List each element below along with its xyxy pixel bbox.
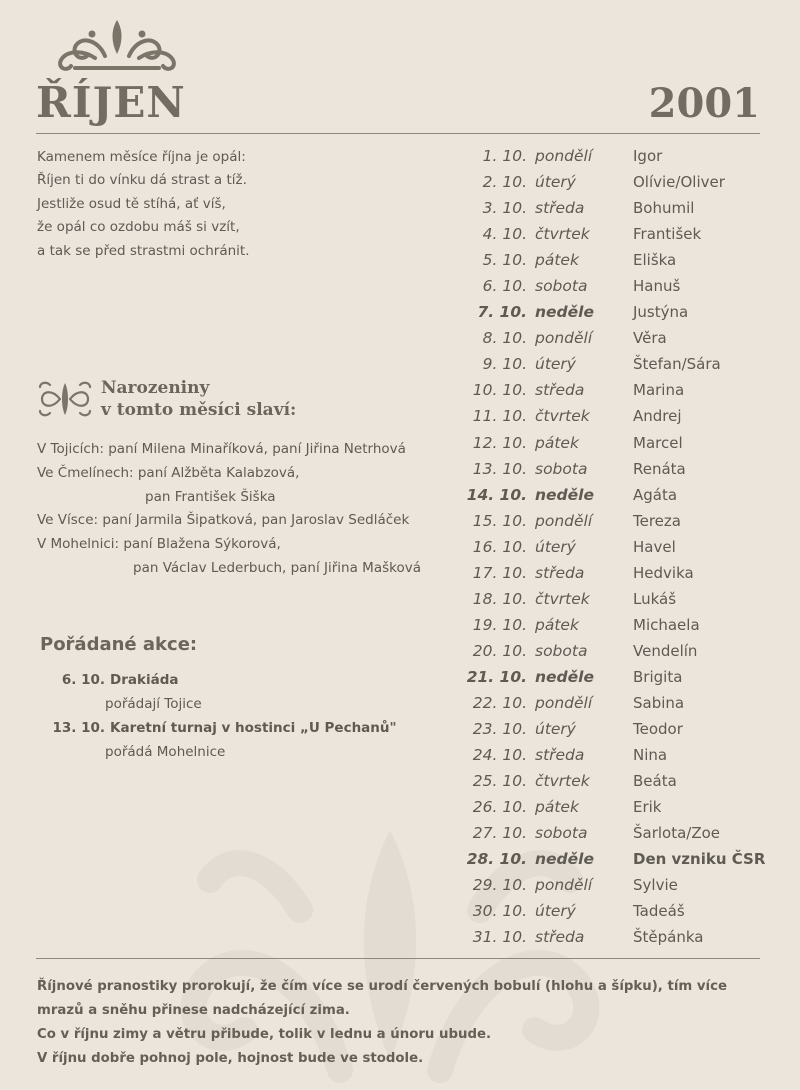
- calendar-nameday: Štěpánka: [633, 928, 704, 947]
- calendar-nameday: Hedvika: [633, 563, 694, 582]
- calendar-nameday: Věra: [633, 329, 667, 348]
- calendar-date: 27. 10.: [472, 824, 527, 843]
- poem-line: a tak se před strastmi ochránit.: [37, 242, 250, 259]
- calendar-nameday: Renáta: [633, 459, 686, 478]
- calendar-row: [460, 664, 780, 690]
- calendar-row: [460, 351, 780, 377]
- calendar-row: [460, 221, 780, 247]
- calendar-row: [460, 299, 780, 325]
- birthdays-heading: [101, 377, 296, 421]
- calendar-weekday: středa: [535, 199, 585, 218]
- calendar-weekday: středa: [535, 381, 585, 400]
- calendar-row: [460, 195, 780, 221]
- event-item: [40, 668, 397, 692]
- event-date: 6. 10.: [61, 672, 105, 688]
- calendar-date: 5. 10.: [482, 251, 527, 270]
- poem-line: Kamenem měsíce října je opál:: [37, 149, 246, 165]
- poem-line: Říjen ti do vínku dá strast a tíž.: [37, 172, 247, 189]
- calendar-nameday: Havel: [633, 537, 676, 556]
- calendar-row: [460, 820, 780, 846]
- calendar-nameday: Štefan/Sára: [633, 355, 721, 374]
- poem: [37, 146, 249, 263]
- calendar-date: 12. 10.: [472, 433, 527, 452]
- calendar-weekday: úterý: [535, 355, 576, 374]
- calendar-weekday: neděle: [535, 850, 594, 869]
- calendar-weekday: pátek: [535, 251, 579, 270]
- calendar-nameday: Den vzniku ČSR: [633, 850, 766, 869]
- calendar-weekday: úterý: [535, 173, 576, 192]
- calendar-nameday: Sylvie: [633, 876, 678, 895]
- calendar-weekday: sobota: [535, 824, 588, 843]
- calendar-row: [460, 560, 780, 586]
- calendar-nameday: Olívie/Oliver: [633, 173, 725, 192]
- calendar-weekday: čtvrtek: [535, 407, 590, 426]
- calendar-date: 2. 10.: [482, 173, 527, 192]
- calendar-weekday: neděle: [535, 667, 594, 686]
- calendar-nameday: Michaela: [633, 615, 700, 634]
- calendar-row: [460, 586, 780, 612]
- birthday-line: Ve Vísce: paní Jarmila Šipatková, pan Jaroslav Sedláček: [37, 512, 410, 529]
- birthday-line: V Mohelnici: paní Blažena Sýkorová,: [37, 536, 281, 553]
- month-title: ŘÍJEN: [36, 78, 186, 127]
- birthday-line: pan Václav Lederbuch, paní Jiřina Mašková: [133, 559, 421, 576]
- calendar-nameday: Šarlota/Zoe: [633, 824, 721, 843]
- calendar-date: 25. 10.: [472, 772, 527, 791]
- events-heading: Pořádané akce:: [40, 634, 198, 655]
- calendar-nameday: Marcel: [633, 433, 683, 452]
- calendar-weekday: sobota: [535, 459, 588, 478]
- calendar-date: 30. 10.: [472, 902, 527, 921]
- calendar-nameday: Marina: [633, 381, 685, 400]
- calendar-nameday: Andrej: [633, 407, 682, 426]
- calendar-row: [460, 768, 780, 794]
- calendar-weekday: úterý: [535, 720, 576, 739]
- calendar-date: 21. 10.: [466, 667, 527, 686]
- birthdays-heading-line: Narozeniny: [101, 378, 210, 398]
- calendar-weekday: středa: [535, 928, 585, 947]
- calendar-date: 8. 10.: [482, 329, 527, 348]
- calendar-row: [460, 247, 780, 273]
- calendar-nameday: Agáta: [633, 485, 678, 504]
- calendar-nameday: Lukáš: [633, 589, 677, 608]
- calendar-row: [460, 143, 780, 169]
- calendar-row: [460, 456, 780, 482]
- calendar-date: 20. 10.: [472, 641, 527, 660]
- calendar-row: [460, 898, 780, 924]
- event-organizer: pořádají Tojice: [105, 696, 202, 712]
- year-label: 2001: [648, 80, 760, 127]
- calendar-date: 11. 10.: [472, 407, 527, 426]
- calendar-row: [460, 508, 780, 534]
- calendar-nameday: Brigita: [633, 667, 683, 686]
- calendar-nameday: Sabina: [633, 693, 685, 712]
- calendar-nameday: Hanuš: [633, 277, 681, 296]
- calendar-date: 17. 10.: [472, 563, 527, 582]
- calendar-row: [460, 716, 780, 742]
- calendar-weekday: sobota: [535, 641, 588, 660]
- calendar-weekday: pondělí: [535, 147, 593, 165]
- calendar-date: 28. 10.: [466, 850, 527, 869]
- birthdays-list: [37, 438, 421, 581]
- calendar-weekday: neděle: [535, 485, 594, 504]
- calendar-date: 29. 10.: [472, 876, 527, 895]
- calendar-date: 9. 10.: [482, 355, 527, 374]
- calendar-weekday: středa: [535, 563, 585, 582]
- calendar-weekday: pondělí: [535, 876, 593, 895]
- calendar-row: [460, 273, 780, 299]
- calendar-nameday: František: [633, 225, 702, 244]
- calendar-row: [460, 169, 780, 195]
- footer-divider: [36, 958, 760, 959]
- calendar-nameday: Beáta: [633, 772, 677, 791]
- poem-line: Jestliže osud tě stíhá, ať víš,: [37, 195, 226, 212]
- flourish-ornament-icon: [55, 14, 180, 76]
- events-list: [40, 668, 397, 764]
- calendar-date: 3. 10.: [482, 199, 527, 218]
- calendar-row: [460, 534, 780, 560]
- calendar-date: 24. 10.: [472, 746, 527, 765]
- day-calendar: [460, 143, 780, 950]
- calendar-row: [460, 742, 780, 768]
- birthdays-heading-line: v tomto měsíci slaví:: [101, 400, 297, 420]
- weather-sayings: [37, 975, 727, 1071]
- calendar-weekday: pátek: [535, 615, 579, 634]
- calendar-nameday: Vendelín: [633, 641, 698, 660]
- saying-line: V říjnu dobře pohnoj pole, hojnost bude ve stodole.: [37, 1051, 424, 1066]
- calendar-row: [460, 377, 780, 403]
- calendar-nameday: Tadeáš: [633, 902, 685, 921]
- birthday-line: pan František Šiška: [145, 488, 276, 505]
- calendar-nameday: Nina: [633, 746, 668, 765]
- calendar-row: [460, 872, 780, 898]
- calendar-date: 14. 10.: [466, 485, 527, 504]
- calendar-date: 19. 10.: [472, 615, 527, 634]
- calendar-row: [460, 690, 780, 716]
- calendar-date: 23. 10.: [472, 720, 527, 739]
- event-item: [40, 716, 397, 740]
- birthday-line: V Tojicích: paní Milena Minaříková, paní Jiřina Netrhová: [37, 441, 406, 457]
- calendar-date: 26. 10.: [472, 798, 527, 817]
- calendar-row: [460, 325, 780, 351]
- calendar-row: [460, 794, 780, 820]
- event-name: Karetní turnaj v hostinci „U Pechanů": [110, 720, 397, 736]
- calendar-row: [460, 612, 780, 638]
- calendar-weekday: středa: [535, 746, 585, 765]
- calendar-row: [460, 430, 780, 456]
- calendar-date: 10. 10.: [472, 381, 527, 400]
- poem-line: že opál co ozdobu máš si vzít,: [37, 219, 240, 236]
- calendar-date: 7. 10.: [477, 303, 527, 322]
- calendar-weekday: úterý: [535, 537, 576, 556]
- calendar-weekday: čtvrtek: [535, 772, 590, 791]
- calendar-row: [460, 403, 780, 429]
- calendar-weekday: pondělí: [535, 511, 593, 530]
- calendar-date: 13. 10.: [472, 459, 527, 478]
- calendar-nameday: Bohumil: [633, 199, 695, 218]
- calendar-nameday: Teodor: [633, 720, 683, 739]
- calendar-nameday: Tereza: [633, 511, 681, 530]
- calendar-date: 6. 10.: [482, 277, 527, 296]
- calendar-nameday: Igor: [633, 147, 663, 165]
- calendar-row: [460, 638, 780, 664]
- event-date: 13. 10.: [52, 720, 105, 736]
- calendar-weekday: čtvrtek: [535, 225, 590, 244]
- calendar-date: 1. 10.: [482, 147, 527, 165]
- calendar-weekday: pátek: [535, 433, 579, 452]
- calendar-nameday: Erik: [633, 798, 662, 817]
- event-name: Drakiáda: [110, 672, 179, 688]
- birthday-ornament-icon: [36, 379, 94, 419]
- calendar-weekday: pátek: [535, 798, 579, 817]
- calendar-row: [460, 846, 780, 872]
- calendar-weekday: neděle: [535, 303, 594, 322]
- header-divider: [36, 133, 760, 134]
- calendar-row: [460, 924, 780, 950]
- saying-line: Říjnové pranostiky prorokují, že čím více se urodí červených bobulí (hlohu a šípku), tím více: [37, 979, 728, 994]
- calendar-weekday: pondělí: [535, 329, 593, 348]
- calendar-date: 16. 10.: [472, 537, 527, 556]
- calendar-weekday: úterý: [535, 902, 576, 921]
- calendar-date: 31. 10.: [472, 928, 527, 947]
- calendar-weekday: čtvrtek: [535, 589, 590, 608]
- calendar-nameday: Eliška: [633, 251, 677, 270]
- calendar-date: 22. 10.: [472, 693, 527, 712]
- calendar-row: [460, 482, 780, 508]
- saying-line: Co v říjnu zimy a větru přibude, tolik v lednu a únoru ubude.: [37, 1027, 492, 1042]
- calendar-weekday: pondělí: [535, 693, 593, 712]
- birthday-line: Ve Čmelínech: paní Alžběta Kalabzová,: [37, 464, 300, 481]
- calendar-weekday: sobota: [535, 277, 588, 296]
- calendar-nameday: Justýna: [633, 303, 689, 322]
- calendar-date: 18. 10.: [472, 589, 527, 608]
- saying-line: mrazů a sněhu přinese nadcházející zima.: [37, 1003, 350, 1018]
- event-organizer: pořádá Mohelnice: [105, 744, 226, 760]
- calendar-date: 15. 10.: [472, 511, 527, 530]
- calendar-date: 4. 10.: [482, 225, 527, 244]
